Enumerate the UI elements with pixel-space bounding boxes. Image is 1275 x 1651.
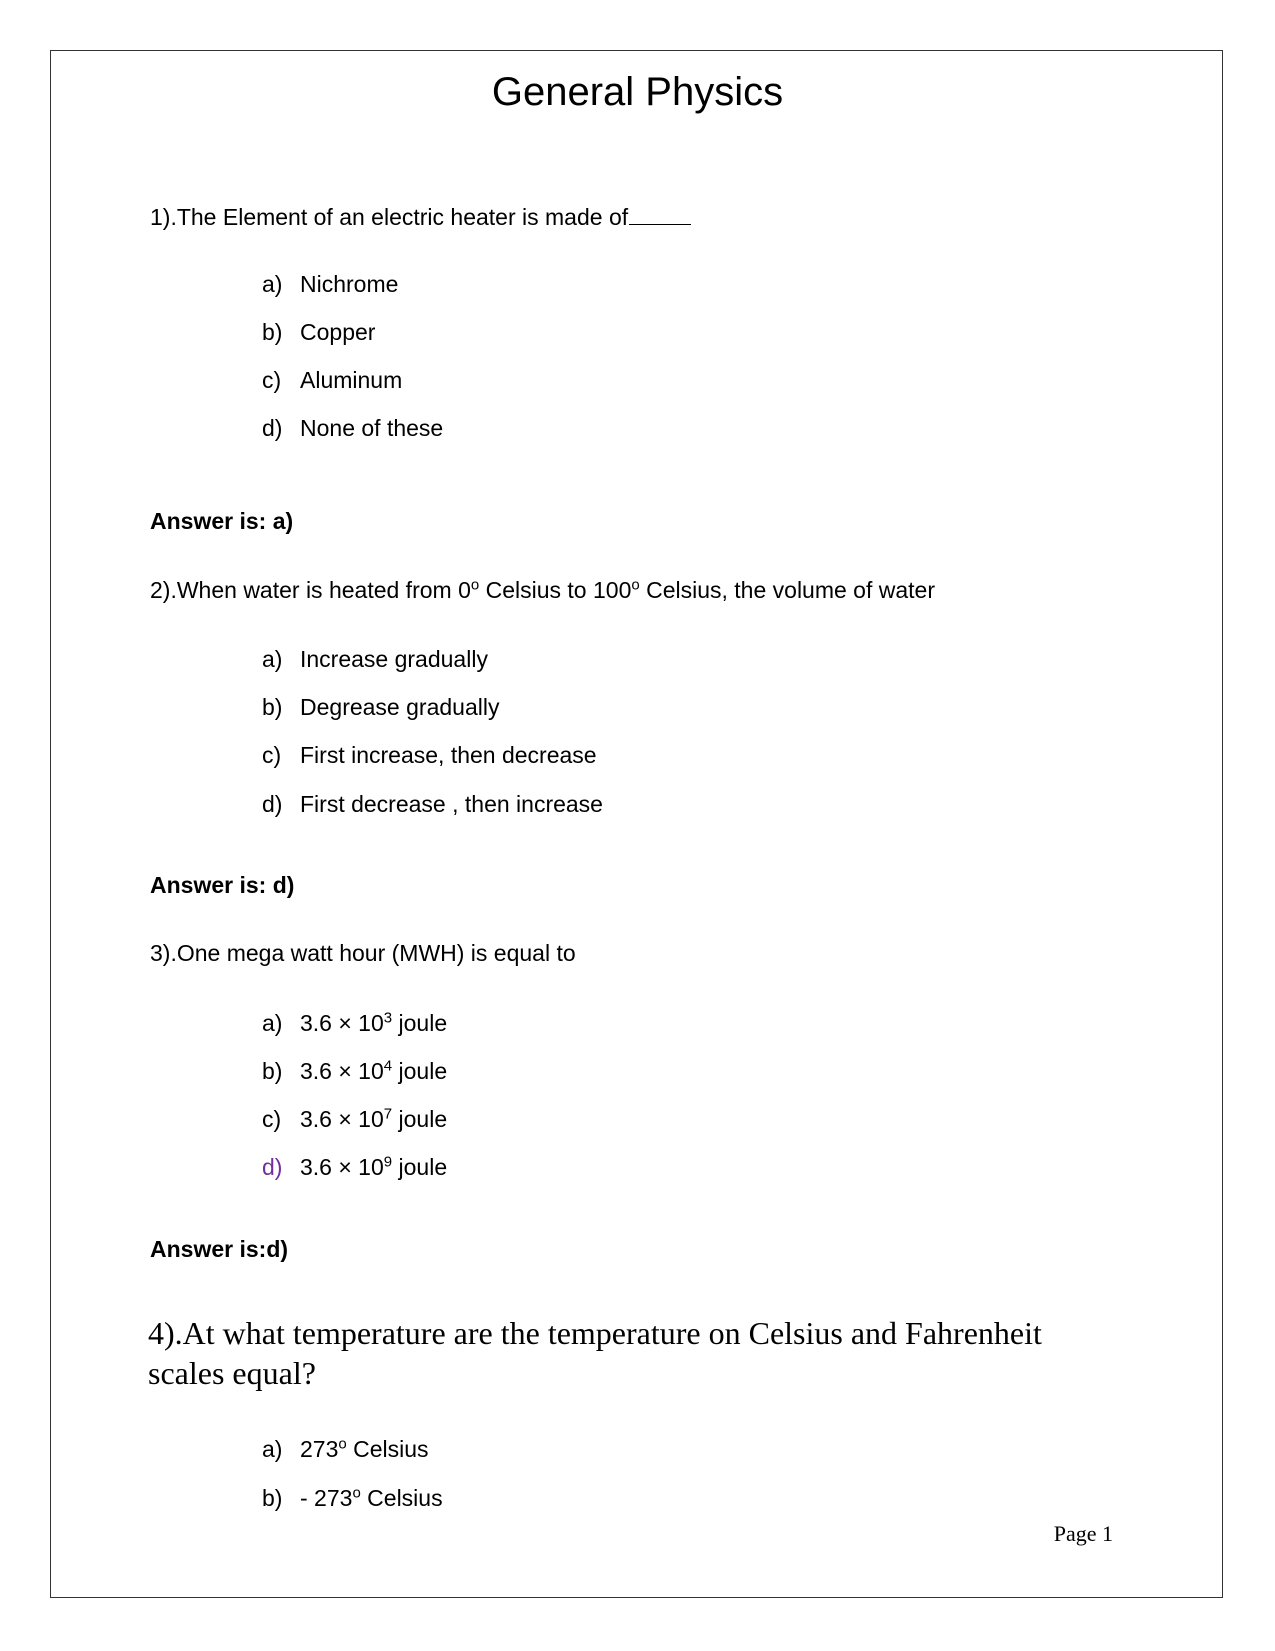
- option-unit: Celsius: [346, 1436, 429, 1462]
- question-3: 3).One mega watt hour (MWH) is equal to: [150, 940, 576, 966]
- answer-value: d): [266, 1236, 289, 1262]
- question-4: 4).At what temperature are the temperature on Celsius and Fahrenheit scales equal?: [148, 1315, 1042, 1391]
- option-unit: joule: [392, 1010, 448, 1036]
- option-base: 273: [300, 1436, 339, 1462]
- option-letter: b): [262, 319, 283, 345]
- question-4-option-a: [262, 1434, 429, 1464]
- option-exponent: 3: [383, 1009, 393, 1027]
- question-3-answer: [150, 1234, 288, 1264]
- option-base: 3.6 × 10: [300, 1010, 384, 1036]
- question-2: [150, 575, 935, 605]
- degree-superscript: o: [352, 1484, 361, 1502]
- option-exponent: 7: [383, 1105, 393, 1123]
- option-text: Degrease gradually: [300, 694, 500, 720]
- question-1-answer: Answer is: a): [150, 508, 294, 534]
- option-letter: b): [262, 694, 283, 720]
- question-2-option-b: [262, 692, 499, 722]
- option-letter: b): [262, 1485, 283, 1511]
- option-letter: d): [262, 791, 283, 817]
- option-text: None of these: [300, 415, 444, 441]
- degree-superscript: o: [631, 576, 640, 594]
- question-1-option-c: [262, 365, 402, 395]
- option-letter: d): [262, 415, 283, 441]
- degree-superscript: o: [338, 1435, 347, 1453]
- option-letter: c): [262, 742, 282, 768]
- option-unit: joule: [392, 1058, 448, 1084]
- option-letter: c): [262, 1106, 282, 1132]
- question-1-text: 1).The Element of an electric heater is made of: [150, 204, 629, 230]
- answer-blank: [629, 204, 691, 225]
- page-title: General Physics: [491, 70, 784, 114]
- option-exponent: 9: [383, 1153, 393, 1171]
- option-letter: a): [262, 271, 283, 297]
- question-1-option-d: [262, 413, 443, 443]
- question-3-option-a: [262, 1008, 447, 1038]
- option-letter: d): [262, 1154, 283, 1180]
- option-exponent: 4: [383, 1057, 393, 1075]
- option-letter: a): [262, 1010, 283, 1036]
- option-base: 3.6 × 10: [300, 1106, 384, 1132]
- question-4-option-b: [262, 1483, 443, 1513]
- option-base: - 273: [300, 1485, 353, 1511]
- answer-label: Answer is:: [150, 1236, 267, 1262]
- option-base: 3.6 × 10: [300, 1058, 384, 1084]
- question-3-option-d: [262, 1152, 447, 1182]
- question-2-option-c: [262, 740, 597, 770]
- degree-superscript: o: [470, 576, 480, 594]
- question-2-answer: Answer is: d): [150, 872, 295, 898]
- option-text: First increase, then decrease: [300, 742, 597, 768]
- option-letter: a): [262, 646, 283, 672]
- question-2-text-part2: Celsius to 100: [479, 577, 632, 603]
- option-unit: joule: [392, 1106, 448, 1132]
- option-letter: c): [262, 367, 282, 393]
- option-unit: Celsius: [360, 1485, 443, 1511]
- option-text: Increase gradually: [300, 646, 488, 672]
- question-2-text-part1: 2).When water is heated from 0: [150, 577, 471, 603]
- option-text: Aluminum: [300, 367, 403, 393]
- question-1-option-b: [262, 317, 375, 347]
- option-letter: b): [262, 1058, 283, 1084]
- question-2-option-d: [262, 789, 603, 819]
- option-text: Copper: [300, 319, 376, 345]
- question-1: [150, 202, 691, 232]
- question-3-option-c: [262, 1104, 447, 1134]
- option-text: First decrease , then increase: [300, 791, 603, 817]
- option-unit: joule: [392, 1154, 448, 1180]
- page-number: Page 1: [1053, 1521, 1113, 1546]
- option-base: 3.6 × 10: [300, 1154, 384, 1180]
- question-1-option-a: [262, 269, 398, 299]
- question-2-option-a: [262, 644, 488, 674]
- question-2-text-part3: Celsius, the volume of water: [639, 577, 935, 603]
- question-3-option-b: [262, 1056, 447, 1086]
- option-letter: a): [262, 1436, 283, 1462]
- option-text: Nichrome: [300, 271, 399, 297]
